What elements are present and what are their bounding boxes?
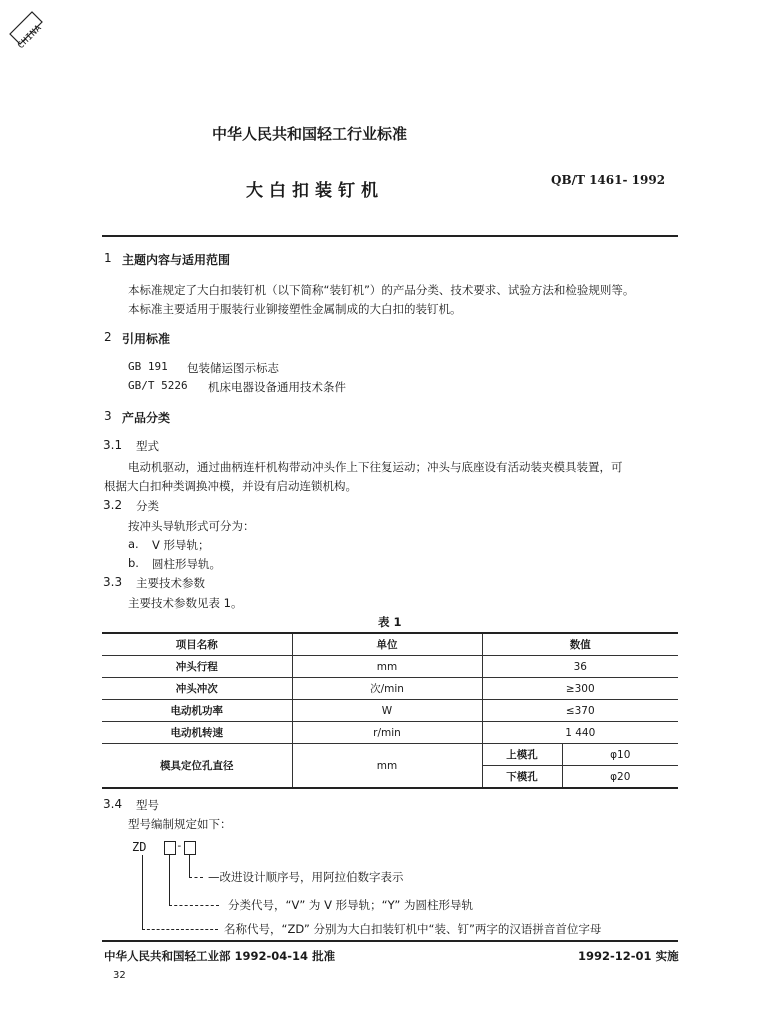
section-3-2-title: 分类 <box>136 499 159 513</box>
sequence-number-box <box>184 841 196 855</box>
table-cell: r/min <box>292 722 482 744</box>
model-prefix: ZD <box>132 840 147 854</box>
table-header-row <box>102 633 678 656</box>
standard-code: QB/T 1461- 1992 <box>551 173 666 187</box>
table-cell: ≤370 <box>482 700 678 722</box>
table-cell: φ20 <box>562 766 678 789</box>
leader-line <box>142 855 143 929</box>
list-item-a: V 形导轨； <box>152 538 210 552</box>
section-3-title: 产品分类 <box>122 411 171 425</box>
table-header-cell: 数值 <box>482 633 678 656</box>
table-cell: 冲头冲次 <box>102 678 292 700</box>
reference-2-code: GB/T 5226 <box>128 379 188 392</box>
table-row <box>102 722 678 744</box>
table-cell: W <box>292 700 482 722</box>
model-dash: - <box>176 839 183 852</box>
leader-line <box>189 855 190 877</box>
model-code-diagram <box>128 833 668 943</box>
table-row <box>102 656 678 678</box>
table-row <box>102 744 678 766</box>
page-title: 大白扣装钉机 <box>246 181 384 201</box>
reference-1-name: 包装储运图示标志 <box>187 361 279 375</box>
table-header-cell: 单位 <box>292 633 482 656</box>
annotation-sequence-number: —改进设计顺序号，用阿拉伯数字表示 <box>208 870 404 884</box>
table-cell: φ10 <box>562 744 678 766</box>
section-2-number: 2 <box>104 330 112 344</box>
section-3-2-number: 3.2 <box>103 498 123 512</box>
section-3-3-paragraph: 主要技术参数见表 1。 <box>128 596 243 610</box>
china-logo <box>6 12 52 52</box>
approval-line: 中华人民共和国轻工业部 1992-04-14 批准 <box>104 949 336 963</box>
table-cell: ≥300 <box>482 678 678 700</box>
table-header-cell: 项目名称 <box>102 633 292 656</box>
leader-line <box>169 855 170 905</box>
table-cell: 冲头行程 <box>102 656 292 678</box>
section-1-title: 主题内容与适用范围 <box>122 253 231 267</box>
section-3-1-paragraph-line-1: 电动机驱动，通过曲柄连杆机构带动冲头作上下往复运动；冲头与底座设有活动装夹模具装置，可 <box>128 460 623 474</box>
section-2-title: 引用标准 <box>122 332 171 346</box>
table-cell: 次/min <box>292 678 482 700</box>
table-cell: 下模孔 <box>482 766 562 789</box>
table-cell: 电动机转速 <box>102 722 292 744</box>
table-cell: 1 440 <box>482 722 678 744</box>
section-3-2-paragraph: 按冲头导轨形式可分为： <box>128 519 255 533</box>
section-3-1-number: 3.1 <box>103 438 123 452</box>
table-cell: 36 <box>482 656 678 678</box>
section-1-number: 1 <box>104 251 112 265</box>
footer-divider <box>102 940 678 942</box>
list-marker-a: a. <box>128 537 139 551</box>
section-3-1-title: 型式 <box>136 439 159 453</box>
table-cell: mm <box>292 656 482 678</box>
section-3-4-number: 3.4 <box>103 797 123 811</box>
section-3-3-number: 3.3 <box>103 575 123 589</box>
section-3-4-paragraph: 型号编制规定如下： <box>128 817 232 831</box>
header-divider <box>102 235 678 237</box>
category-code-box <box>164 841 176 855</box>
leader-line <box>169 905 219 906</box>
page-number: 32 <box>113 970 126 981</box>
table-cell: 电动机功率 <box>102 700 292 722</box>
parameters-table <box>102 632 678 789</box>
logo-text: CHINA <box>16 23 44 52</box>
table-cell: 上模孔 <box>482 744 562 766</box>
reference-2-name: 机床电器设备通用技术条件 <box>208 380 346 394</box>
annotation-name-code: 名称代号，“ZD” 分别为大白扣装钉机中“装、钉”两字的汉语拼音首位字母 <box>224 922 602 936</box>
section-1-paragraph-2: 本标准主要适用于服装行业铆接塑性金属制成的大白扣的装钉机。 <box>128 302 462 316</box>
section-3-4-title: 型号 <box>136 798 159 812</box>
standard-organization: 中华人民共和国轻工行业标准 <box>212 125 408 143</box>
table-cell: mm <box>292 744 482 789</box>
annotation-category-code: 分类代号，“V” 为 V 形导轨；“Y” 为圆柱形导轨 <box>228 898 474 912</box>
list-item-b: 圆柱形导轨。 <box>152 557 221 571</box>
section-3-1-paragraph-line-2: 根据大白扣种类调换冲模，并设有启动连锁机构。 <box>104 479 357 493</box>
list-marker-b: b. <box>128 556 139 570</box>
table-caption: 表 1 <box>378 615 402 629</box>
leader-line <box>142 929 218 930</box>
section-3-number: 3 <box>104 409 112 423</box>
table-row <box>102 678 678 700</box>
effective-date: 1992-12-01 实施 <box>578 949 679 963</box>
section-3-3-title: 主要技术参数 <box>136 576 205 590</box>
section-1-paragraph-1: 本标准规定了大白扣装钉机（以下简称“装钉机”）的产品分类、技术要求、试验方法和检验规则等。 <box>128 283 635 297</box>
reference-1-code: GB 191 <box>128 360 168 373</box>
table-row <box>102 700 678 722</box>
table-cell: 模具定位孔直径 <box>102 744 292 789</box>
leader-line <box>189 877 203 878</box>
